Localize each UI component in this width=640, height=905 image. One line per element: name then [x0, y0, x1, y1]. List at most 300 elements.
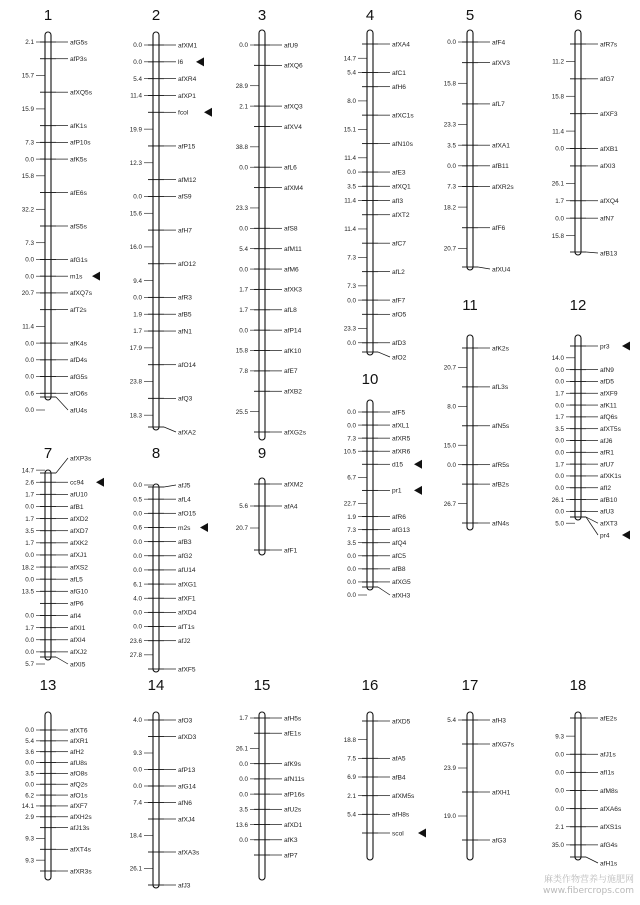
- marker-label: afS9: [178, 193, 192, 201]
- distance-label: 11.4: [130, 92, 142, 100]
- distance-label: 18.2: [443, 204, 456, 212]
- marker-label: afXM1: [178, 42, 198, 50]
- marker-label: afG3: [492, 837, 507, 845]
- distance-label: 0.6: [133, 524, 142, 532]
- distance-label: 0.0: [133, 193, 142, 201]
- marker-connector: [586, 252, 598, 253]
- marker-label: afK3: [284, 837, 298, 845]
- distance-label: 1.7: [239, 306, 248, 314]
- marker-label: afXT2: [392, 212, 410, 220]
- linkage-group-12: [552, 297, 630, 540]
- distance-label: 15.9: [21, 106, 34, 114]
- distance-label: 7.3: [347, 435, 356, 443]
- distance-label: 23.9: [443, 765, 456, 773]
- marker-label: m1s: [70, 273, 83, 281]
- marker-label: afK11: [600, 402, 617, 410]
- distance-label: 0.0: [239, 760, 248, 768]
- marker-label: afB1: [70, 503, 84, 511]
- distance-label: 0.0: [447, 163, 456, 171]
- marker-label: afXG5: [392, 579, 411, 587]
- distance-label: 7.3: [25, 239, 34, 247]
- distance-label: 0.0: [239, 791, 248, 799]
- distance-label: 7.4: [133, 799, 142, 807]
- marker-label: afXA4: [392, 41, 410, 49]
- marker-label: afU3: [600, 508, 614, 516]
- marker-label: afXJ4: [178, 816, 195, 824]
- distance-label: 0.0: [133, 42, 142, 50]
- distance-label: 0.0: [25, 781, 34, 789]
- marker-label: afA5: [392, 755, 406, 763]
- marker-label: afU14: [178, 567, 196, 575]
- marker-label: afO2: [392, 354, 407, 362]
- marker-connector: [56, 657, 68, 664]
- marker-label: afXQ5s: [70, 89, 92, 97]
- marker-label: afI4: [70, 612, 81, 620]
- marker-label: afK10: [284, 347, 302, 355]
- marker-label: afB8: [392, 566, 406, 574]
- marker-label: afP15: [178, 143, 196, 151]
- linkage-group-5: [444, 7, 515, 273]
- linkage-group-11: [444, 297, 510, 530]
- distance-label: 11.4: [22, 323, 34, 331]
- distance-label: 27.8: [129, 652, 142, 660]
- distance-label: 6.1: [133, 581, 142, 589]
- distance-label: 0.0: [555, 508, 564, 516]
- marker-label: afXM2: [284, 481, 304, 489]
- marker-label: afXD1: [284, 821, 303, 829]
- marker-label: scol: [392, 830, 404, 838]
- distance-label: 15.1: [343, 126, 356, 134]
- marker-label: afP7: [284, 852, 298, 860]
- distance-label: 0.0: [25, 503, 34, 511]
- distance-label: 9.3: [25, 835, 34, 843]
- marker-label: l6: [178, 59, 184, 67]
- marker-label: afXK3: [284, 286, 302, 294]
- distance-label: 26.1: [551, 496, 564, 504]
- distance-label: 14.0: [551, 355, 564, 363]
- distance-label: 7.3: [347, 254, 356, 262]
- chromosome-bar: [153, 32, 159, 430]
- linkage-group-2: [130, 7, 212, 436]
- marker-label: afU7: [600, 461, 614, 469]
- distance-label: 0.0: [347, 422, 356, 430]
- marker-label: afXG2s: [284, 429, 306, 437]
- distance-label: 0.0: [25, 552, 34, 560]
- marker-label: afXT4s: [70, 846, 91, 854]
- linkage-group-14: [130, 677, 200, 889]
- marker-label: afU9: [284, 42, 298, 50]
- marker-label: afH1s: [600, 860, 618, 868]
- linkage-group-title: 11: [462, 297, 478, 314]
- distance-label: 0.0: [347, 592, 356, 600]
- marker-label: afB4: [392, 774, 406, 782]
- watermark-line1: 麻类作物营养与施肥网: [543, 875, 634, 885]
- marker-label: afG4s: [600, 842, 618, 850]
- chromosome-bar: [367, 400, 373, 590]
- distance-label: 1.7: [133, 328, 142, 336]
- distance-label: 0.0: [133, 59, 142, 67]
- marker-connector: [478, 267, 490, 269]
- marker-label: afO15: [178, 510, 196, 518]
- marker-label: afN4s: [492, 520, 510, 528]
- marker-label: afR6: [392, 513, 406, 521]
- marker-label: afG13: [392, 526, 410, 534]
- distance-label: 17.9: [129, 345, 142, 353]
- highlight-arrow-icon: [200, 523, 208, 532]
- marker-label: afH8s: [392, 811, 410, 819]
- distance-label: 5.4: [347, 69, 356, 77]
- marker-label: afD4s: [70, 357, 88, 365]
- distance-label: 0.0: [447, 39, 456, 47]
- linkage-group-3: [236, 7, 307, 440]
- distance-label: 0.0: [25, 357, 34, 365]
- distance-label: 26.1: [551, 180, 564, 188]
- marker-label: afH2: [70, 748, 84, 756]
- linkage-group-title: 9: [257, 445, 267, 462]
- marker-label: afJ5: [178, 482, 191, 490]
- marker-label: afO8s: [70, 770, 88, 778]
- distance-label: 23.3: [343, 325, 356, 333]
- marker-label: afXH3: [392, 592, 411, 600]
- distance-label: 15.8: [443, 80, 456, 88]
- marker-label: afL2: [392, 268, 405, 276]
- chromosome-bar: [367, 30, 373, 355]
- distance-label: 13.6: [235, 821, 248, 829]
- distance-label: 3.5: [25, 527, 34, 535]
- marker-label: afK9s: [284, 760, 301, 768]
- distance-label: 0.0: [239, 225, 248, 233]
- marker-label: afE3: [392, 169, 406, 177]
- chromosome-bar: [575, 335, 581, 520]
- linkage-group-title: 8: [151, 445, 161, 462]
- distance-label: 0.0: [25, 273, 34, 281]
- marker-label: afQ3: [178, 395, 193, 403]
- marker-label: afG5s: [70, 39, 88, 47]
- chromosome-bar: [45, 712, 51, 880]
- linkage-group-13: [22, 677, 93, 880]
- distance-label: 1.7: [555, 197, 564, 205]
- marker-label: afXL1: [392, 422, 410, 430]
- distance-label: 11.4: [552, 128, 564, 136]
- distance-label: 0.0: [239, 164, 248, 172]
- marker-label: afB2s: [492, 481, 509, 489]
- distance-label: 9.3: [25, 857, 34, 865]
- distance-label: 0.0: [555, 402, 564, 410]
- distance-label: 0.0: [133, 538, 142, 546]
- marker-label: afXR5: [392, 435, 411, 443]
- marker-label: afP10s: [70, 139, 91, 147]
- distance-label: 0.0: [555, 805, 564, 813]
- marker-label: afB10: [600, 496, 618, 504]
- marker-label: afXP1: [178, 92, 196, 100]
- distance-label: 0.0: [555, 449, 564, 457]
- distance-label: 0.0: [347, 579, 356, 587]
- marker-label: afN9: [600, 366, 614, 374]
- marker-label: afK2s: [492, 345, 509, 353]
- distance-label: 3.5: [25, 770, 34, 778]
- distance-label: 20.7: [235, 525, 248, 533]
- highlight-arrow-icon: [622, 342, 630, 351]
- linkage-group-4: [344, 7, 415, 361]
- marker-label: afXA3s: [178, 849, 200, 857]
- distance-label: 7.5: [347, 755, 356, 763]
- distance-label: 11.4: [344, 155, 356, 163]
- marker-label: afXD3: [178, 733, 197, 741]
- marker-label: afXI3: [600, 163, 616, 171]
- distance-label: 1.7: [555, 414, 564, 422]
- marker-label: afXR3s: [70, 868, 92, 876]
- linkage-group-title: 15: [253, 677, 271, 694]
- distance-label: 1.7: [25, 491, 34, 499]
- marker-label: afXJ2: [70, 649, 87, 657]
- marker-label: afD3: [392, 340, 406, 348]
- distance-label: 14.1: [21, 803, 34, 811]
- distance-label: 0.0: [347, 409, 356, 417]
- linkage-group-title: 1: [43, 7, 53, 24]
- linkage-group-title: 10: [361, 371, 379, 388]
- distance-label: 0.0: [133, 294, 142, 302]
- marker-label: afXI1: [70, 624, 86, 632]
- linkage-group-9: [236, 445, 304, 555]
- linkage-group-title: 2: [151, 7, 161, 24]
- marker-label: afXP3s: [70, 455, 92, 463]
- distance-label: 26.1: [129, 865, 142, 873]
- distance-label: 14.7: [343, 55, 356, 63]
- distance-label: 0.0: [239, 266, 248, 274]
- chromosome-bar: [45, 32, 51, 400]
- distance-label: 15.7: [21, 72, 34, 80]
- marker-label: afU10: [70, 491, 88, 499]
- linkage-group-title: 7: [43, 445, 53, 462]
- distance-label: 0.0: [133, 567, 142, 575]
- watermark-line2: www.fibercrops.com: [543, 886, 634, 896]
- distance-label: 1.7: [239, 715, 248, 723]
- distance-label: 20.7: [21, 290, 34, 298]
- distance-label: 2.1: [25, 39, 34, 47]
- distance-label: 16.0: [129, 244, 142, 252]
- watermark: [543, 875, 634, 897]
- marker-label: afP3s: [70, 56, 87, 64]
- distance-label: 0.0: [25, 636, 34, 644]
- marker-label: afL8: [284, 307, 297, 315]
- distance-label: 1.7: [25, 540, 34, 548]
- distance-label: 15.8: [551, 93, 564, 101]
- distance-label: 8.0: [347, 98, 356, 106]
- linkage-group-title: 18: [569, 677, 587, 694]
- distance-label: 0.0: [25, 373, 34, 381]
- marker-label: afC7: [392, 240, 406, 248]
- chromosome-bar: [259, 30, 265, 440]
- marker-label: afM8s: [600, 787, 618, 795]
- distance-label: 5.6: [239, 503, 248, 511]
- marker-label: afJ3: [178, 882, 191, 890]
- distance-label: 2.1: [347, 792, 356, 800]
- distance-label: 15.6: [129, 210, 142, 218]
- marker-label: afU4s: [70, 407, 88, 415]
- linkage-group-title: 13: [39, 677, 57, 694]
- marker-label: afJ6: [600, 437, 613, 445]
- linkage-group-7: [22, 445, 104, 668]
- distance-label: 35.0: [551, 842, 564, 850]
- marker-label: pr1: [392, 487, 402, 495]
- marker-label: afR3: [178, 294, 192, 302]
- distance-label: 5.4: [347, 811, 356, 819]
- distance-label: 28.9: [235, 82, 248, 90]
- linkage-group-6: [552, 7, 619, 257]
- marker-label: afG1s: [70, 256, 88, 264]
- distance-label: 0.0: [555, 484, 564, 492]
- distance-label: 8.0: [447, 403, 456, 411]
- marker-label: afI1s: [600, 769, 615, 777]
- marker-label: afC1: [392, 69, 406, 77]
- distance-label: 7.8: [239, 368, 248, 376]
- distance-label: 20.7: [443, 245, 456, 253]
- marker-label: afG7: [600, 76, 615, 84]
- distance-label: 5.4: [133, 75, 142, 83]
- distance-label: 11.4: [344, 197, 356, 205]
- marker-label: afN11s: [284, 776, 305, 784]
- marker-connector: [378, 587, 390, 595]
- marker-label: afO3: [178, 717, 193, 725]
- chromosome-bar: [467, 712, 473, 860]
- marker-label: afM12: [178, 176, 197, 184]
- marker-label: afS8: [284, 225, 298, 233]
- distance-label: 1.7: [239, 286, 248, 294]
- distance-label: 15.0: [443, 442, 456, 450]
- marker-label: afXQ4: [600, 198, 619, 206]
- marker-label: afXR6: [392, 448, 411, 456]
- distance-label: 32.2: [21, 206, 34, 214]
- distance-label: 23.3: [235, 205, 248, 213]
- marker-label: afXR1: [70, 738, 89, 746]
- distance-label: 13.5: [21, 588, 34, 596]
- marker-label: afE1s: [284, 730, 301, 738]
- distance-label: 7.3: [347, 283, 356, 291]
- marker-label: afXD4: [178, 609, 197, 617]
- distance-label: 6.9: [347, 774, 356, 782]
- distance-label: 0.0: [347, 552, 356, 560]
- marker-label: pr3: [600, 343, 610, 351]
- marker-label: afO1s: [70, 792, 88, 800]
- marker-label: afN5s: [492, 423, 510, 431]
- distance-label: 11.2: [552, 58, 564, 66]
- linkage-group-title: 5: [465, 7, 475, 24]
- marker-label: afR1: [600, 449, 614, 457]
- linkage-group-title: 17: [461, 677, 479, 694]
- marker-label: afK1s: [70, 122, 87, 130]
- distance-label: 15.8: [551, 232, 564, 240]
- marker-label: afXT6: [70, 727, 88, 735]
- distance-label: 2.1: [555, 823, 564, 831]
- chromosome-bar: [259, 478, 265, 555]
- distance-label: 0.0: [133, 783, 142, 791]
- distance-label: 15.8: [21, 173, 34, 181]
- marker-label: afXF5: [178, 666, 196, 674]
- distance-label: 7.3: [25, 139, 34, 147]
- marker-label: afB5: [178, 311, 192, 319]
- marker-label: afL4: [178, 496, 191, 504]
- distance-label: 3.5: [555, 425, 564, 433]
- marker-label: afP14: [284, 327, 302, 335]
- distance-label: 11.4: [344, 226, 356, 234]
- marker-label: afXV3: [492, 59, 510, 67]
- distance-label: 0.0: [239, 327, 248, 335]
- marker-label: afXC1s: [392, 112, 414, 120]
- distance-label: 0.6: [25, 390, 34, 398]
- marker-label: afE7: [284, 368, 298, 376]
- distance-label: 3.5: [347, 539, 356, 547]
- marker-label: afK4s: [70, 340, 87, 348]
- marker-label: afXQ6: [284, 62, 303, 70]
- distance-label: 38.8: [235, 144, 248, 152]
- distance-label: 0.0: [133, 609, 142, 617]
- distance-label: 1.7: [25, 624, 34, 632]
- marker-label: afXF1: [178, 595, 196, 603]
- linkage-group-title: 6: [573, 7, 583, 24]
- distance-label: 0.0: [25, 407, 34, 415]
- marker-label: afXB1: [600, 145, 618, 153]
- distance-label: 3.5: [447, 142, 456, 150]
- distance-label: 9.3: [555, 733, 564, 741]
- marker-label: afN6: [178, 799, 192, 807]
- marker-label: afXJ1: [70, 552, 87, 560]
- marker-label: afXS2: [70, 564, 88, 572]
- linkage-group-title: 4: [365, 7, 375, 24]
- marker-label: afXH2s: [70, 814, 92, 822]
- marker-label: afXD5: [392, 718, 411, 726]
- distance-label: 22.7: [343, 500, 356, 508]
- marker-label: afH3: [492, 717, 506, 725]
- marker-label: afL3s: [492, 384, 509, 392]
- marker-label: afQ6s: [600, 414, 618, 422]
- distance-label: 0.0: [347, 297, 356, 305]
- marker-label: afO5: [392, 311, 407, 319]
- marker-label: afXQ7s: [70, 290, 92, 298]
- distance-label: 2.1: [239, 103, 248, 111]
- distance-label: 0.0: [447, 461, 456, 469]
- marker-label: afQ4: [392, 540, 407, 548]
- distance-label: 0.0: [133, 766, 142, 774]
- distance-label: 0.0: [347, 566, 356, 574]
- distance-label: 0.0: [25, 156, 34, 164]
- distance-label: 0.0: [347, 339, 356, 347]
- distance-label: 20.7: [443, 364, 456, 372]
- distance-label: 18.3: [129, 412, 142, 420]
- marker-label: afL5: [70, 576, 83, 584]
- distance-label: 0.0: [133, 552, 142, 560]
- marker-label: afT1s: [178, 623, 195, 631]
- marker-label: afXM5s: [392, 792, 415, 800]
- distance-label: 0.0: [555, 437, 564, 445]
- marker-label: afR5s: [492, 461, 510, 469]
- linkage-group-title: 16: [361, 677, 379, 694]
- highlight-arrow-icon: [92, 272, 100, 281]
- distance-label: 18.4: [129, 832, 142, 840]
- chromosome-bar: [467, 30, 473, 270]
- distance-label: 5.4: [447, 717, 456, 725]
- distance-label: 9.4: [133, 277, 142, 285]
- distance-label: 26.1: [235, 745, 248, 753]
- linkage-group-18: [552, 677, 622, 867]
- linkage-group-title: 3: [257, 7, 267, 24]
- distance-label: 0.0: [555, 769, 564, 777]
- highlight-arrow-icon: [196, 57, 204, 66]
- distance-label: 0.0: [555, 787, 564, 795]
- linkage-group-1: [22, 7, 100, 414]
- marker-label: pr4: [600, 532, 610, 540]
- marker-label: afJ2: [178, 637, 191, 645]
- marker-label: afL6: [284, 164, 297, 172]
